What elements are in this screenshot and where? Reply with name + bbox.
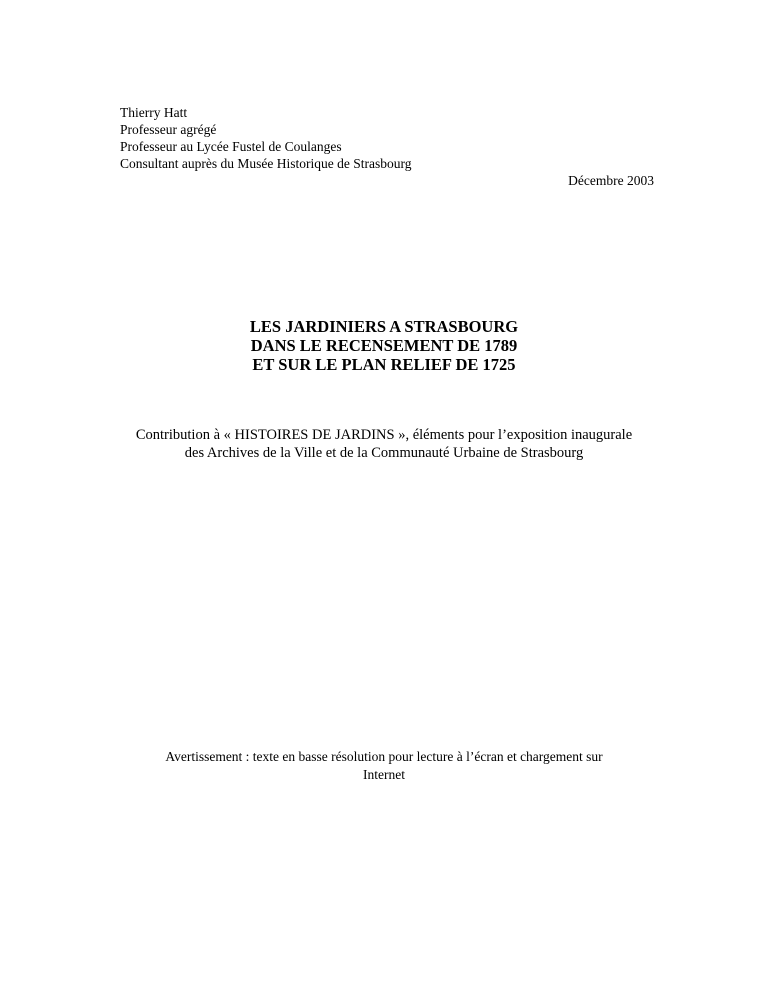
author-title: Professeur agrégé — [120, 122, 217, 137]
author-school: Professeur au Lycée Fustel de Coulanges — [120, 139, 342, 154]
warning-line-2: Internet — [363, 767, 405, 782]
document-title — [0, 317, 768, 374]
document-date: Décembre 2003 — [568, 173, 654, 188]
title-line-2: DANS LE RECENSEMENT DE 1789 — [250, 336, 518, 355]
title-line-1: LES JARDINIERS A STRASBOURG — [249, 317, 519, 336]
author-affiliation: Consultant auprès du Musée Historique de Strasbourg — [120, 156, 412, 171]
warning-note — [0, 748, 768, 784]
contribution-line-1: Contribution à « HISTOIRES DE JARDINS », éléments pour l’exposition inaugurale — [135, 427, 633, 443]
title-line-3: ET SUR LE PLAN RELIEF DE 1725 — [252, 355, 516, 374]
author-block — [120, 104, 411, 172]
contribution-line-2: des Archives de la Ville et de la Communauté Urbaine de Strasbourg — [184, 445, 584, 461]
warning-line-1: Avertissement : texte en basse résolution pour lecture à l’écran et chargement sur — [165, 749, 603, 764]
contribution-note — [0, 426, 768, 462]
author-name: Thierry Hatt — [120, 105, 188, 120]
